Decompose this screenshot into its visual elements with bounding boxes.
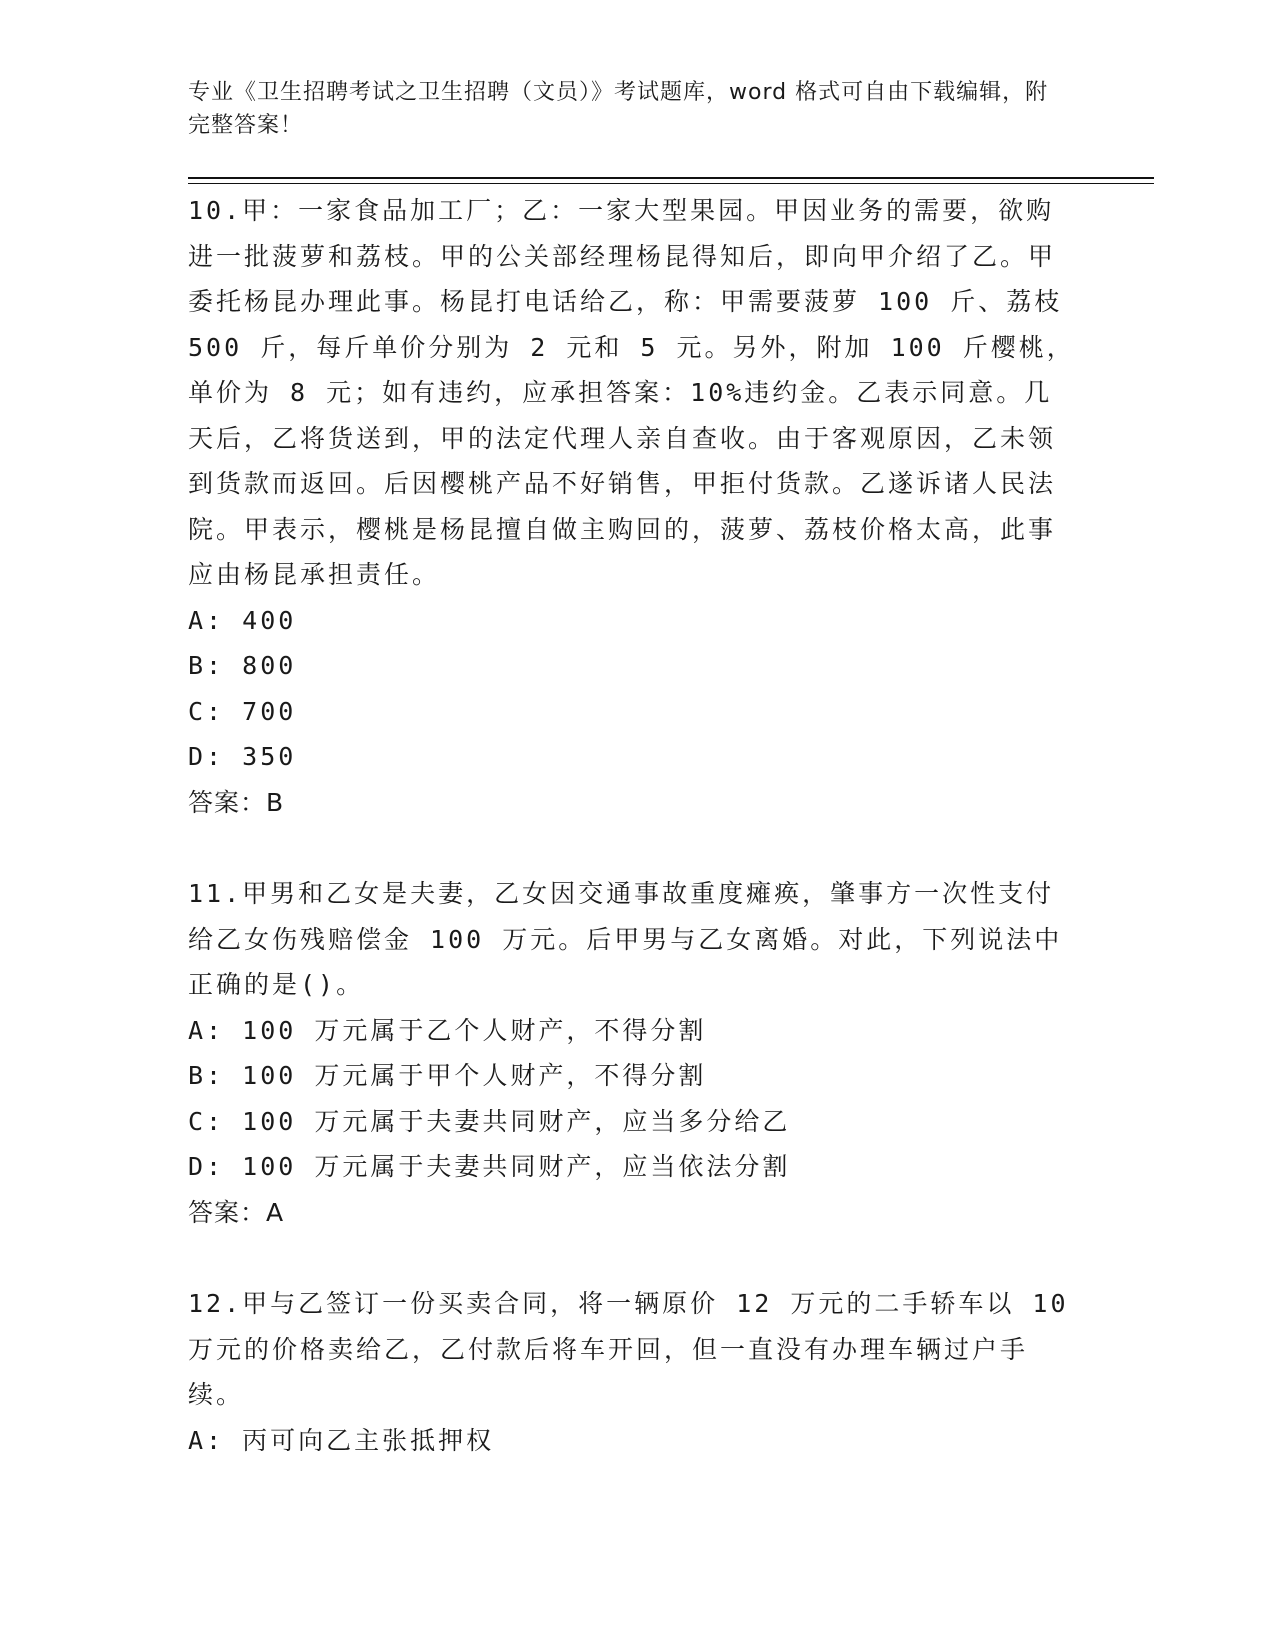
question-11 — [188, 871, 1078, 1235]
document-header: 专业《卫生招聘考试之卫生招聘（文员）》考试题库，word 格式可自由下载编辑，附完整答案！ — [188, 80, 1049, 138]
option-d: D: 100 万元属于夫妻共同财产，应当依法分割 — [188, 1152, 791, 1181]
question-10 — [188, 188, 1081, 825]
option-a: A: 100 万元属于乙个人财产，不得分割 — [188, 1015, 707, 1045]
option-c: C: 100 万元属于夫妻共同财产，应当多分给乙 — [188, 1106, 791, 1136]
option-a: A: 400 — [188, 605, 297, 635]
option-b: B: 100 万元属于甲个人财产，不得分割 — [188, 1061, 707, 1090]
answer-line: 答案：A — [188, 1197, 285, 1227]
header-divider — [188, 177, 1154, 179]
question-stem: 12.甲与乙签订一份买卖合同，将一辆原价 12 万元的二手轿车以 10 万元的价格卖给乙，乙付款后将车开回，但一直没有办理车辆过户手续。 — [188, 1289, 1087, 1409]
question-12 — [188, 1281, 1087, 1463]
question-spacer — [188, 1235, 1078, 1281]
question-stem: 10.甲：一家食品加工厂；乙：一家大型果园。甲因业务的需要，欲购进一批菠萝和荔枝。甲的公关部经理杨昆得知后，即向甲介绍了乙。甲委托杨昆办理此事。杨昆打电话给乙，称：甲需要菠萝 100 斤、荔枝 500 斤，每斤单价分别为 2 元和 5 元。另外，附加 100 斤樱桃，单价为 8 元；如有违约，应承担答案：10%违约金。乙表示同意。几天后，乙将货送到，甲的法定代理人亲自查收。由于客观原因，乙未领到货款而返回。后因樱桃产品不好销售，甲拒付货款。乙遂诉诸人民法院。甲表示，樱桃是杨昆擅自做主购回的，菠萝、荔枝价格太高，此事应由杨昆承担责任。 — [188, 196, 1081, 589]
question-stem: 11.甲男和乙女是夫妻，乙女因交通事故重度瘫痪，肇事方一次性支付给乙女伤残赔偿金 100 万元。后甲男与乙女离婚。对此，下列说法中正确的是()。 — [188, 879, 1063, 999]
option-c: C: 700 — [188, 696, 297, 726]
answer-line: 答案：B — [188, 787, 285, 817]
option-a: A: 丙可向乙主张抵押权 — [188, 1425, 495, 1455]
question-spacer — [188, 825, 1078, 871]
option-b: B: 800 — [188, 651, 297, 680]
question-list — [188, 188, 1087, 1463]
option-d: D: 350 — [188, 742, 297, 771]
header-divider-thin — [188, 183, 1154, 184]
